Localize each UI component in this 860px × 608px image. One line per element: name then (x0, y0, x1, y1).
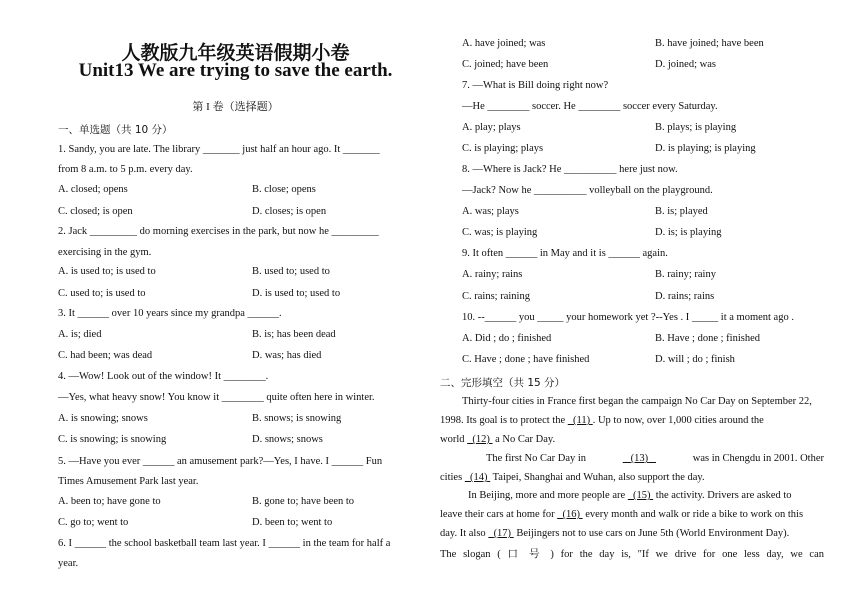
q7-option-b[interactable]: B. plays; is playing (655, 122, 737, 133)
q4-option-a[interactable]: A. is snowing; snows (58, 413, 148, 424)
q3-option-a[interactable]: A. is; died (58, 329, 102, 340)
cloze-line (440, 528, 789, 539)
cloze-text: cities (440, 472, 465, 483)
cloze-text: In Beijing, more and more people are (468, 490, 628, 501)
q1-stem: 1. Sandy, you are late. The library _______ just half an hour ago. It _______ (58, 144, 380, 155)
q9-option-c[interactable]: C. rains; raining (462, 291, 530, 302)
q1-stem-cont: from 8 a.m. to 5 p.m. every day. (58, 164, 193, 175)
cloze-line (440, 509, 803, 520)
q8-option-d[interactable]: D. is; is playing (655, 227, 722, 238)
q2-option-b[interactable]: B. used to; used to (252, 266, 330, 277)
q7-option-a[interactable]: A. play; plays (462, 122, 521, 133)
cloze-blank-12[interactable]: (12) (472, 434, 490, 445)
cloze-text: day. It also (440, 528, 489, 539)
q2-stem-cont: exercising in the gym. (58, 247, 152, 258)
q5-stem-cont: Times Amusement Park last year. (58, 476, 199, 487)
q7-stem: 7. —What is Bill doing right now? (462, 80, 609, 91)
cloze-text: The first No Car Day in (486, 453, 589, 464)
section1-title: 一、单选题（共 10 分） (58, 124, 173, 136)
cloze-line (440, 415, 764, 426)
q7-stem-cont: —He ________ soccer. He ________ soccer every Saturday. (462, 101, 718, 112)
doc-title-cn: 人教版九年级英语假期小卷 (121, 42, 350, 64)
q10-option-b[interactable]: B. Have ; done ; finished (655, 333, 760, 344)
q3-option-c[interactable]: C. had been; was dead (58, 350, 153, 361)
q9-option-a[interactable]: A. rainy; rains (462, 269, 523, 280)
q4-option-c[interactable]: C. is snowing; is snowing (58, 434, 167, 445)
cloze-blank-13[interactable]: (13) (630, 453, 649, 464)
q8-stem: 8. —Where is Jack? He __________ here just now. (462, 164, 678, 175)
q5-stem: 5. —Have you ever ______ an amusement park?—Yes, I have. I ______ Fun (58, 456, 383, 467)
q10-option-c[interactable]: C. Have ; done ; have finished (462, 354, 590, 365)
cloze-line (440, 472, 705, 483)
cloze-text: the activity. Drivers are asked to (653, 490, 792, 501)
q1-option-d[interactable]: D. closes; is open (252, 206, 327, 217)
q7-option-c[interactable]: C. is playing; plays (462, 143, 544, 154)
cloze-text: was in Chengdu in 2001. Other (690, 453, 824, 464)
q7-option-d[interactable]: D. is playing; is playing (655, 143, 756, 154)
q8-option-a[interactable]: A. was; plays (462, 206, 519, 217)
cloze-blank-15[interactable]: (15) (633, 490, 651, 501)
q8-stem-cont: —Jack? Now he __________ volleyball on the playground. (462, 185, 713, 196)
q1-option-b[interactable]: B. close; opens (252, 184, 316, 195)
q1-option-a[interactable]: A. closed; opens (58, 184, 128, 195)
cloze-text: Taipei, Shanghai and Wuhan, also support the day. (490, 472, 705, 483)
q9-option-b[interactable]: B. rainy; rainy (655, 269, 716, 280)
cloze-text: Beijingers not to use cars on June 5th (World Environment Day). (513, 528, 790, 539)
q2-stem: 2. Jack _________ do morning exercises in the park, but now he _________ (58, 226, 379, 237)
q5-option-d[interactable]: D. been to; went to (252, 517, 333, 528)
cloze-blank-11[interactable]: (11) (572, 415, 591, 426)
q8-option-c[interactable]: C. was; is playing (462, 227, 538, 238)
cloze-line: Thirty-four cities in France first began the campaign No Car Day on September 22, (462, 396, 812, 407)
q5-option-c[interactable]: C. go to; went to (58, 517, 129, 528)
cloze-text: every month and walk or ride a bike to work on this (582, 509, 804, 520)
q6-option-a[interactable]: A. have joined; was (462, 38, 546, 49)
q9-option-d[interactable]: D. rains; rains (655, 291, 715, 302)
q6-option-c[interactable]: C. joined; have been (462, 59, 549, 70)
q2-option-a[interactable]: A. is used to; is used to (58, 266, 156, 277)
q3-option-d[interactable]: D. was; has died (252, 350, 322, 361)
q4-stem-cont: —Yes, what heavy snow! You know it ________ quite often here in winter. (58, 392, 375, 403)
cloze-text: world (440, 434, 468, 445)
cloze-blank-16[interactable]: (16) (562, 509, 580, 520)
q10-option-d[interactable]: D. will ; do ; finish (655, 354, 735, 365)
q9-stem: 9. It often ______ in May and it is ______ again. (462, 248, 668, 259)
q5-option-a[interactable]: A. been to; have gone to (58, 496, 161, 507)
q1-option-c[interactable]: C. closed; is open (58, 206, 133, 217)
cloze-text: . Up to now, over 1,000 cities around the (592, 415, 764, 426)
q6-stem: 6. I ______ the school basketball team last year. I ______ in the team for half a (58, 538, 391, 549)
cloze-line (468, 490, 792, 501)
q10-stem: 10. --______ you _____ your homework yet ?--Yes . I _____ it a moment ago . (462, 312, 794, 323)
q6-option-b[interactable]: B. have joined; have been (655, 38, 764, 49)
doc-title-en: Unit13 We are trying to save the earth. (78, 60, 393, 81)
q8-option-b[interactable]: B. is; played (655, 206, 708, 217)
q4-option-d[interactable]: D. snows; snows (252, 434, 323, 445)
section2-title: 二、完形填空（共 15 分） (440, 377, 566, 389)
q4-option-b[interactable]: B. snows; is snowing (252, 413, 342, 424)
cloze-blank-17[interactable]: (17) (493, 528, 512, 539)
q6-option-d[interactable]: D. joined; was (655, 59, 716, 70)
q5-option-b[interactable]: B. gone to; have been to (252, 496, 355, 507)
q2-option-d[interactable]: D. is used to; used to (252, 288, 341, 299)
q3-option-b[interactable]: B. is; has been dead (252, 329, 336, 340)
part-label: 第 I 卷（选择题） (192, 101, 279, 113)
q6-stem-cont: year. (58, 558, 79, 569)
cloze-line (486, 453, 824, 464)
cloze-text: 1998. Its goal is to protect the (440, 415, 568, 426)
cloze-text: a No Car Day. (492, 434, 556, 445)
cloze-line (440, 434, 555, 445)
q2-option-c[interactable]: C. used to; is used to (58, 288, 146, 299)
q4-stem: 4. —Wow! Look out of the window! It ________. (58, 371, 269, 382)
q3-stem: 3. It ______ over 10 years since my grandpa ______. (58, 308, 282, 319)
cloze-line: The slogan ( 口 号 ) for the day is, "If we drive for one less day, we can (440, 549, 824, 560)
q10-option-a[interactable]: A. Did ; do ; finished (462, 333, 552, 344)
cloze-text: leave their cars at home for (440, 509, 558, 520)
cloze-blank-14[interactable]: (14) (470, 472, 488, 483)
